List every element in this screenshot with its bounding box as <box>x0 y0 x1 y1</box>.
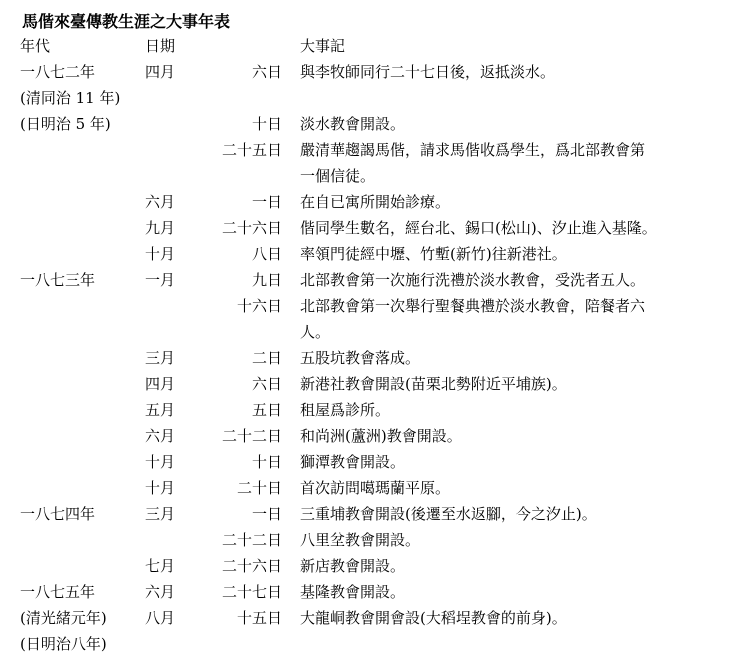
row-day: 二十五日 <box>221 141 282 159</box>
row-event-line: 五股坑教會落成。 <box>300 349 421 367</box>
row-event-line: 三重埔教會開設(後遷至水返腳，今之汐止)。 <box>300 505 597 523</box>
row-day: 一日 <box>251 505 282 523</box>
row-year: (日明治 5 年) <box>20 115 111 133</box>
row-event-line: 租屋爲診所。 <box>300 401 391 419</box>
row-month: 五月 <box>145 401 176 419</box>
row-month: 十月 <box>145 479 176 497</box>
row-year: 一八七三年 <box>20 271 96 289</box>
row-event-line: 率領門徒經中壢、竹塹(新竹)往新港社。 <box>300 245 567 263</box>
row-year: (日明治八年) <box>20 635 107 653</box>
row-day: 一日 <box>251 193 282 211</box>
row-event-line: 一個信徒。 <box>300 167 376 185</box>
row-event-line: 在自已寓所開始診療。 <box>300 193 451 211</box>
row-event-line: 新店教會開設。 <box>300 557 406 575</box>
row-day: 二十二日 <box>221 531 282 549</box>
row-day: 二十日 <box>236 479 282 497</box>
row-year: (清同治 11 年) <box>20 89 121 107</box>
row-day: 二十二日 <box>221 427 282 445</box>
row-event-line: 淡水教會開設。 <box>300 115 406 133</box>
row-day: 八日 <box>251 245 282 263</box>
row-event-line: 新港社教會開設(苗栗北勢附近平埔族)。 <box>300 375 567 393</box>
header-event: 大事記 <box>300 37 346 55</box>
row-month: 一月 <box>145 271 176 289</box>
row-month: 六月 <box>145 427 176 445</box>
row-day: 十五日 <box>236 609 282 627</box>
row-event-line: 和尚洲(蘆洲)教會開設。 <box>300 427 462 445</box>
row-event-line: 北部教會第一次舉行聖餐典禮於淡水教會，陪餐者六 <box>300 297 646 315</box>
row-day: 二十六日 <box>221 219 282 237</box>
row-event-line: 八里坌教會開設。 <box>300 531 421 549</box>
row-year: 一八七五年 <box>20 583 96 601</box>
row-event-line: 獅潭教會開設。 <box>300 453 406 471</box>
row-year: 一八七二年 <box>20 63 96 81</box>
header-year: 年代 <box>20 37 51 55</box>
row-event-line: 偕同學生數名，經台北、錫口(松山)、汐止進入基隆。 <box>300 219 657 237</box>
row-event-line: 北部教會第一次施行洗禮於淡水教會，受洗者五人。 <box>300 271 646 289</box>
row-day: 九日 <box>251 271 282 289</box>
row-year: 一八七四年 <box>20 505 96 523</box>
row-month: 六月 <box>145 583 176 601</box>
row-month: 三月 <box>145 505 176 523</box>
row-day: 二十六日 <box>221 557 282 575</box>
row-event-line: 嚴清華趨謁馬偕，請求馬偕收爲學生，爲北部教會第 <box>300 141 646 159</box>
row-month: 九月 <box>145 219 176 237</box>
row-day: 十六日 <box>236 297 282 315</box>
row-year: (清光緒元年) <box>20 609 107 627</box>
row-day: 五日 <box>251 401 282 419</box>
row-day: 六日 <box>251 375 282 393</box>
row-month: 七月 <box>145 557 176 575</box>
row-day: 二日 <box>251 349 282 367</box>
row-month: 八月 <box>145 609 176 627</box>
row-day: 十日 <box>251 453 282 471</box>
row-event-line: 與李牧師同行二十七日後，返抵淡水。 <box>300 63 556 81</box>
row-event-line: 基隆教會開設。 <box>300 583 406 601</box>
row-day: 十日 <box>251 115 282 133</box>
row-day: 二十七日 <box>221 583 282 601</box>
row-event-line: 首次訪問噶瑪蘭平原。 <box>300 479 451 497</box>
header-date: 日期 <box>145 37 176 55</box>
page-title: 馬偕來臺傳教生涯之大事年表 <box>22 12 231 31</box>
row-month: 十月 <box>145 453 176 471</box>
row-event-line: 人。 <box>300 323 331 341</box>
row-day: 六日 <box>251 63 282 81</box>
row-month: 十月 <box>145 245 176 263</box>
row-event-line: 大龍峒教會開會設(大稻埕教會的前身)。 <box>300 609 567 627</box>
row-month: 六月 <box>145 193 176 211</box>
row-month: 四月 <box>145 63 176 81</box>
row-month: 三月 <box>145 349 176 367</box>
row-month: 四月 <box>145 375 176 393</box>
